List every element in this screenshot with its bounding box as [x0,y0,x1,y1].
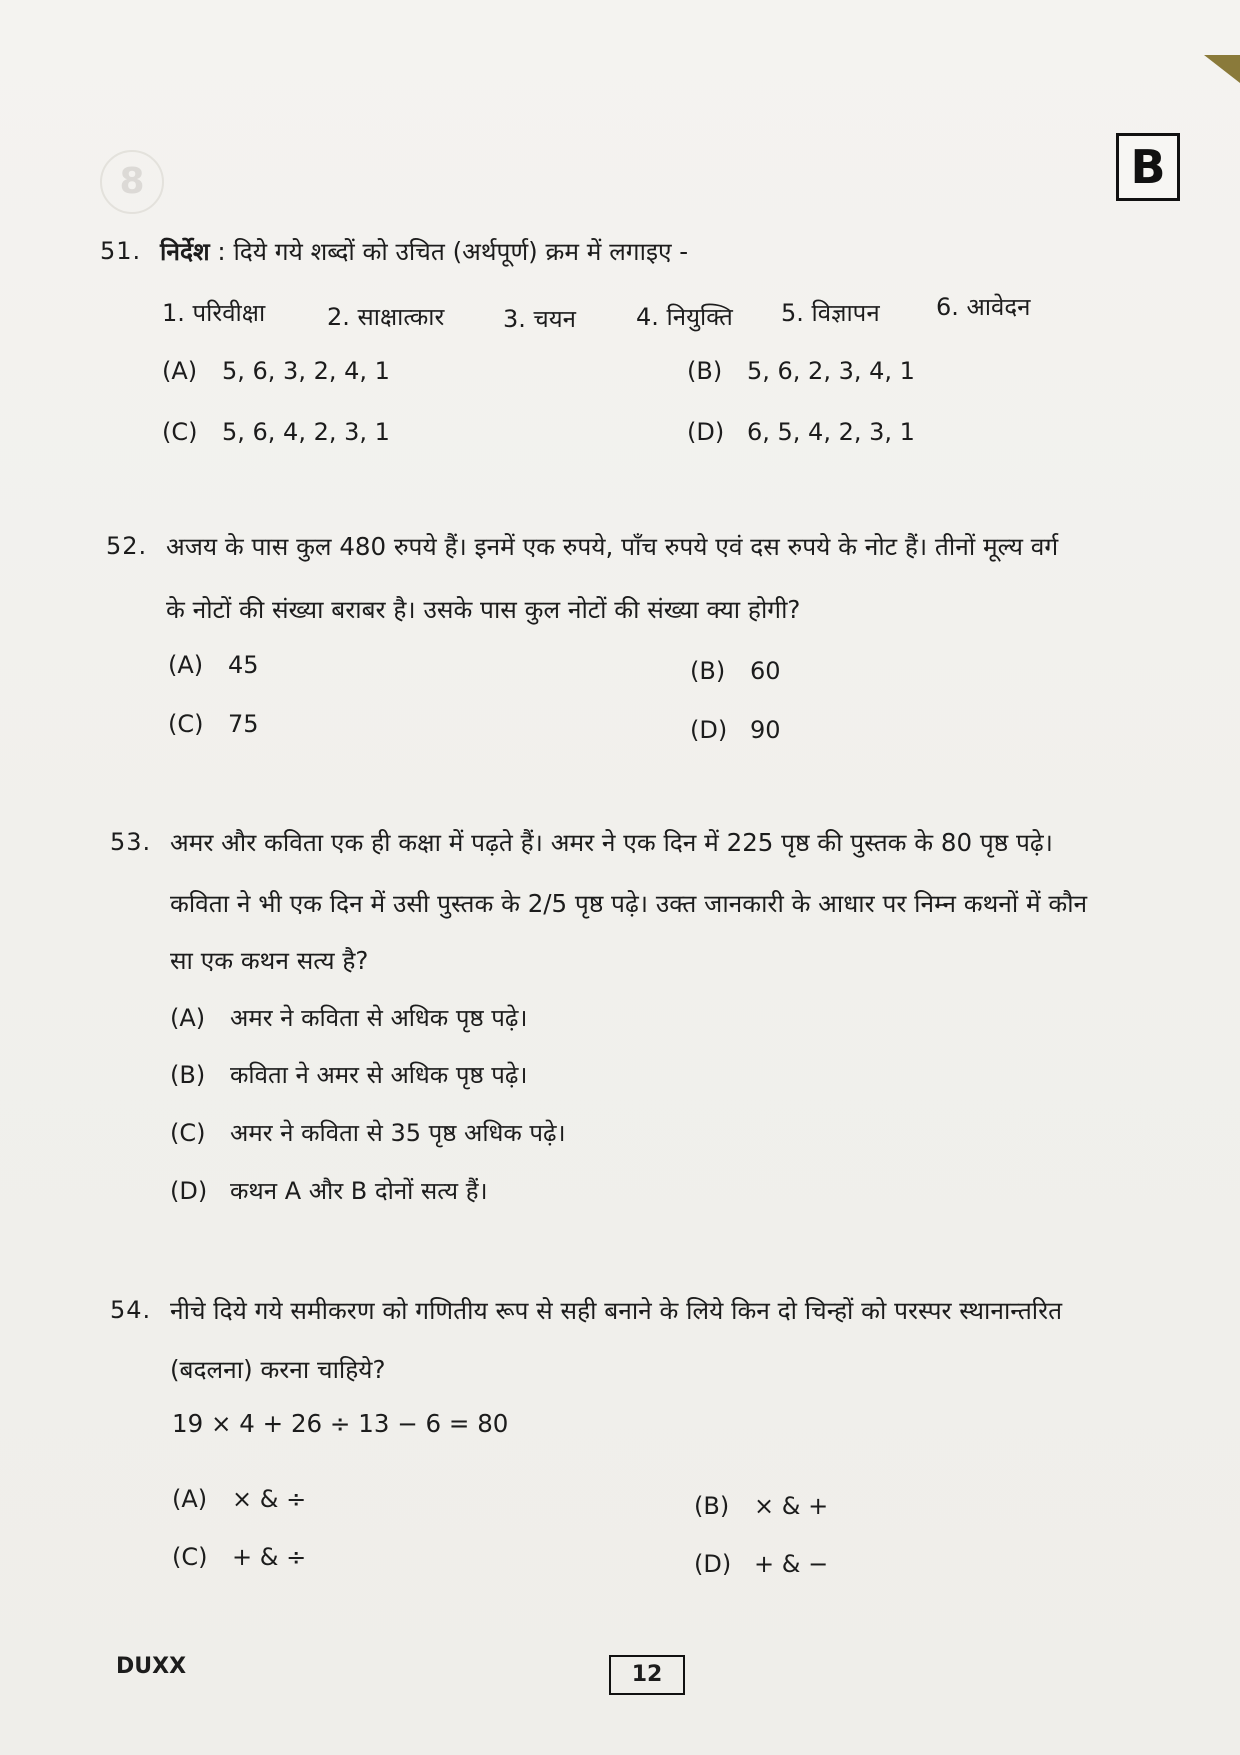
option-label: (A) [168,651,204,679]
option-label: (C) [170,1119,206,1147]
option-label: (B) [690,657,726,685]
word-item: 2. साक्षात्कार [327,303,445,331]
option-text: अमर ने कविता से 35 पृष्ठ अधिक पढ़े। [230,1119,566,1147]
option-c[interactable] [172,1543,306,1571]
option-text: 5, 6, 3, 2, 4, 1 [222,357,390,385]
option-label: (C) [162,418,198,446]
option-text: 45 [228,651,259,679]
option-text: 6, 5, 4, 2, 3, 1 [747,418,915,446]
direction-text: : दिये गये शब्दों को उचित (अर्थपूर्ण) क्रम में लगाइए - [209,237,689,266]
page-corner-fold [1204,55,1240,83]
direction-label: निर्देश [160,237,210,266]
word-item: 4. नियुक्ति [636,303,733,331]
option-text: अमर ने कविता से अधिक पृष्ठ पढ़े। [230,1004,528,1032]
option-b[interactable] [170,1058,527,1091]
page-number: 12 [609,1655,685,1695]
option-text: 5, 6, 4, 2, 3, 1 [222,418,390,446]
option-b[interactable] [690,657,781,685]
option-label: (C) [172,1543,208,1571]
option-text: कविता ने अमर से अधिक पृष्ठ पढ़े। [230,1061,528,1089]
question-number: 53. [110,828,152,856]
option-label: (C) [168,710,204,738]
option-label: (B) [687,357,723,385]
option-b[interactable] [694,1492,828,1520]
option-label: (D) [690,716,728,744]
option-label: (A) [162,357,198,385]
option-label: (B) [694,1492,730,1520]
footer-code: DUXX [116,1654,187,1679]
option-a[interactable] [162,357,390,385]
option-d[interactable] [170,1174,488,1207]
option-text: × & + [754,1492,829,1520]
question-number: 52. [106,532,148,560]
question-text-line: अमर और कविता एक ही कक्षा में पढ़ते हैं। अमर ने एक दिन में 225 पृष्ठ की पुस्तक के 80 पृष्ठ पढ़े। [170,828,1053,857]
question-text-line: (बदलना) करना चाहिये? [170,1355,386,1384]
option-label: (D) [694,1550,732,1578]
option-c[interactable] [168,710,259,738]
option-text: 5, 6, 2, 3, 4, 1 [747,357,915,385]
option-label: (A) [170,1004,206,1032]
word-item: 3. चयन [503,305,577,333]
option-label: (B) [170,1061,206,1089]
option-text: 60 [750,657,781,685]
option-label: (D) [687,418,725,446]
option-label: (D) [170,1177,208,1205]
question-text-line: सा एक कथन सत्य है? [170,946,369,975]
option-text: × & ÷ [232,1485,307,1513]
option-a[interactable] [170,1001,527,1034]
word-item: 1. परिवीक्षा [162,299,266,327]
faint-bleed-mark: 8 [100,150,164,214]
question-text-line: के नोटों की संख्या बराबर है। उसके पास कुल नोटों की संख्या क्या होगी? [166,595,801,624]
question-number: 54. [110,1296,152,1324]
option-a[interactable] [168,651,259,679]
option-d[interactable] [687,418,915,446]
option-c[interactable] [170,1116,566,1149]
option-b[interactable] [687,357,915,385]
option-text: + & ÷ [232,1543,307,1571]
option-text: 90 [750,716,781,744]
question-text-line: अजय के पास कुल 480 रुपये हैं। इनमें एक रुपये, पाँच रुपये एवं दस रुपये के नोट हैं। तीनों मूल्य वर्ग [166,532,1059,561]
question-number: 51. [100,237,142,265]
option-text: कथन A और B दोनों सत्य हैं। [230,1177,488,1205]
word-item: 6. आवेदन [936,293,1031,321]
option-c[interactable] [162,418,390,446]
option-label: (A) [172,1485,208,1513]
equation: 19 × 4 + 26 ÷ 13 − 6 = 80 [172,1409,509,1438]
option-d[interactable] [694,1550,828,1578]
option-text: 75 [228,710,259,738]
question-text-line: कविता ने भी एक दिन में उसी पुस्तक के 2/5 पृष्ठ पढ़े। उक्त जानकारी के आधार पर निम्न कथनों में कौन [170,889,1088,918]
word-item: 5. विज्ञापन [781,299,880,327]
question-text-line: नीचे दिये गये समीकरण को गणितीय रूप से सही बनाने के लिये किन दो चिन्हों को परस्पर स्थानान्तरित [170,1296,1063,1325]
option-d[interactable] [690,716,781,744]
set-label-badge: B [1116,133,1180,201]
option-a[interactable] [172,1485,306,1513]
option-text: + & − [754,1550,829,1578]
question-text [160,235,688,268]
